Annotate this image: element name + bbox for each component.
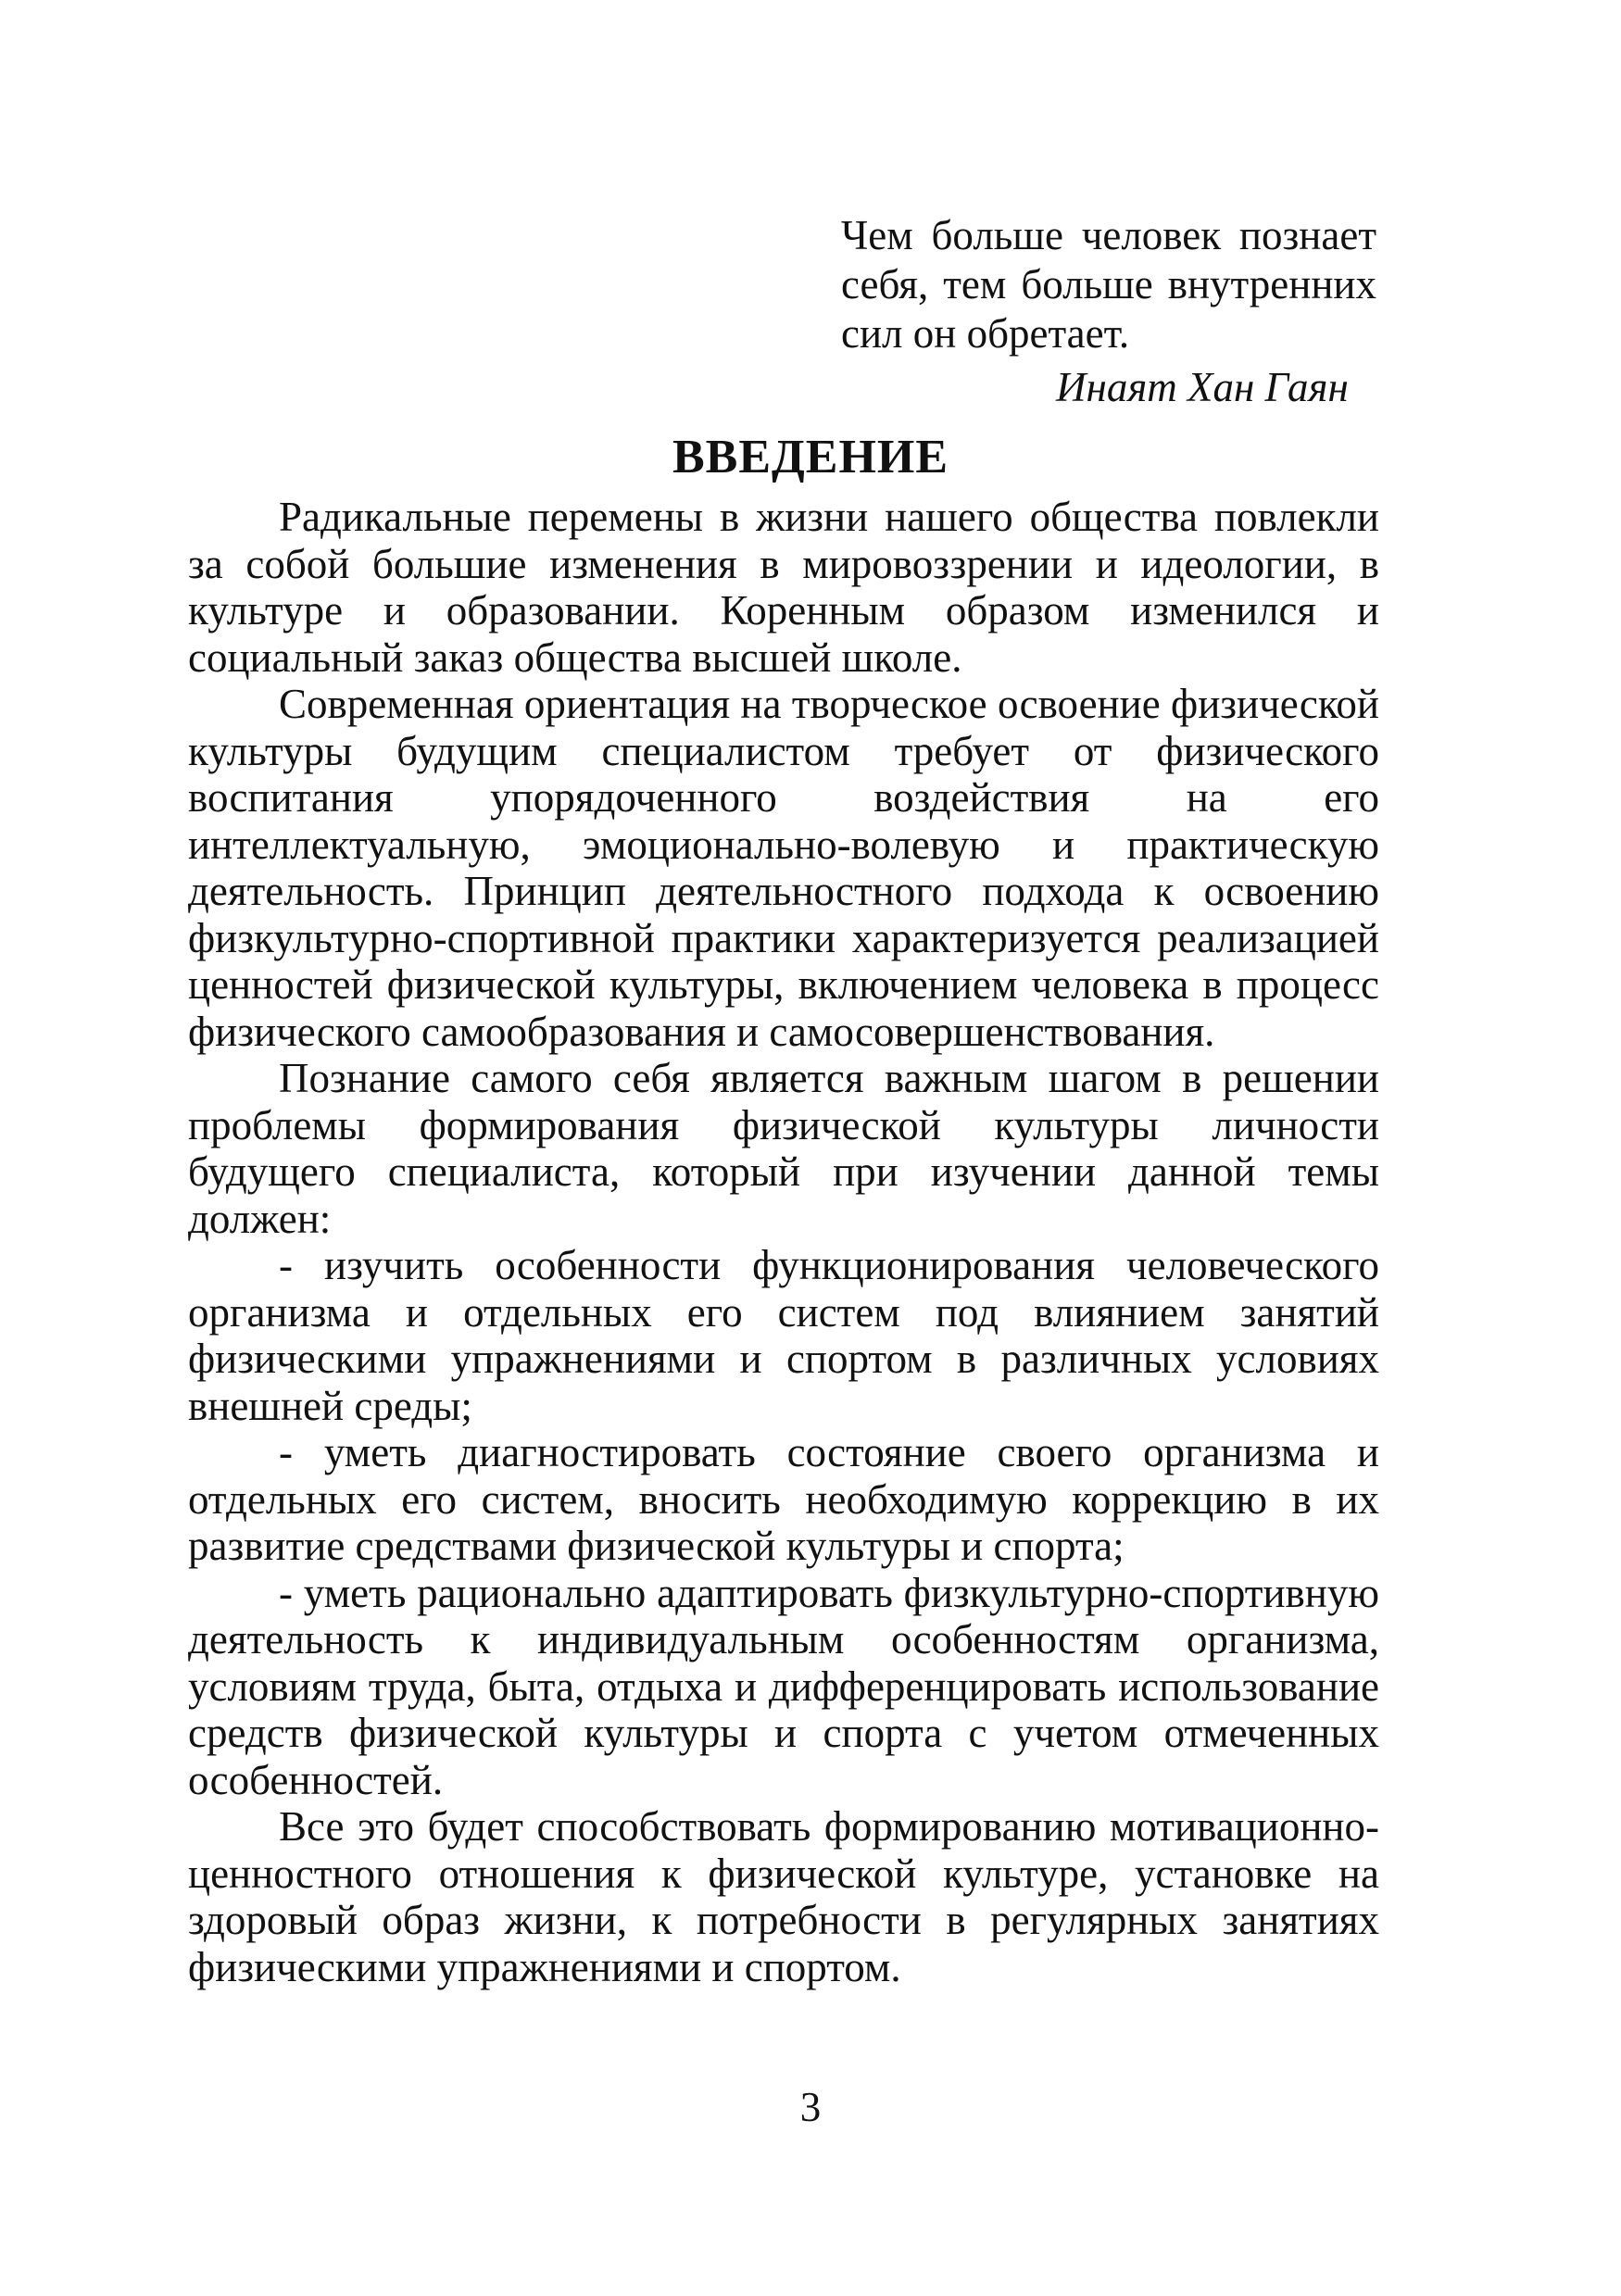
epigraph-author: Инаят Хан Гаян (1056, 364, 1349, 410)
page-number: 3 (799, 2084, 822, 2130)
list-item: - изучить особенности функционирования человеческого организма и отдельных его систем под влиянием занятий физическими упражнениями и спортом в различных условиях внешней среды; (188, 1242, 1379, 1429)
paragraph: Современная ориентация на творческое освоение физической культуры будущим специалистом требует от физического воспитания упорядоченного воздействия на его интеллектуальную, эмоционально-волевую и практическую деятельность. Принцип деятельностного подхода к освоению физкультурно-спортивной практики характеризуется реализацией ценностей физической культуры, включением человека в процесс физического самообразования и самосовершенствования. (188, 681, 1379, 1055)
body-text (188, 494, 1379, 1990)
paragraph: Все это будет способствовать формированию мотивационно-ценностного отношения к физической культуре, установке на здоровый образ жизни, к потребности в регулярных занятиях физическими упражнениями и спортом. (188, 1803, 1379, 1990)
paragraph: Познание самого себя является важным шагом в решении проблемы формирования физической культуры личности будущего специалиста, который при изучении данной темы должен: (188, 1055, 1379, 1242)
list-item: - уметь диагностировать состояние своего организма и отдельных его систем, вносить необходимую коррекцию в их развитие средствами физической культуры и спорта; (188, 1429, 1379, 1569)
page-title: ВВЕДЕНИЕ (672, 431, 949, 483)
list-item: - уметь рационально адаптировать физкультурно-спортивную деятельность к индивидуальным особенностям организма, условиям труда, быта, отдыха и дифференцировать использование средств физической культуры и спорта с учетом отмеченных особенностей. (188, 1569, 1379, 1803)
epigraph-quote: Чем больше человек познает себя, тем больше внутренних сил он обретает. (841, 212, 1376, 357)
paragraph: Радикальные перемены в жизни нашего общества повлекли за собой большие изменения в мировоззрении и идеологии, в культуре и образовании. Коренным образом изменился и социальный заказ общества высшей школе. (188, 494, 1379, 681)
